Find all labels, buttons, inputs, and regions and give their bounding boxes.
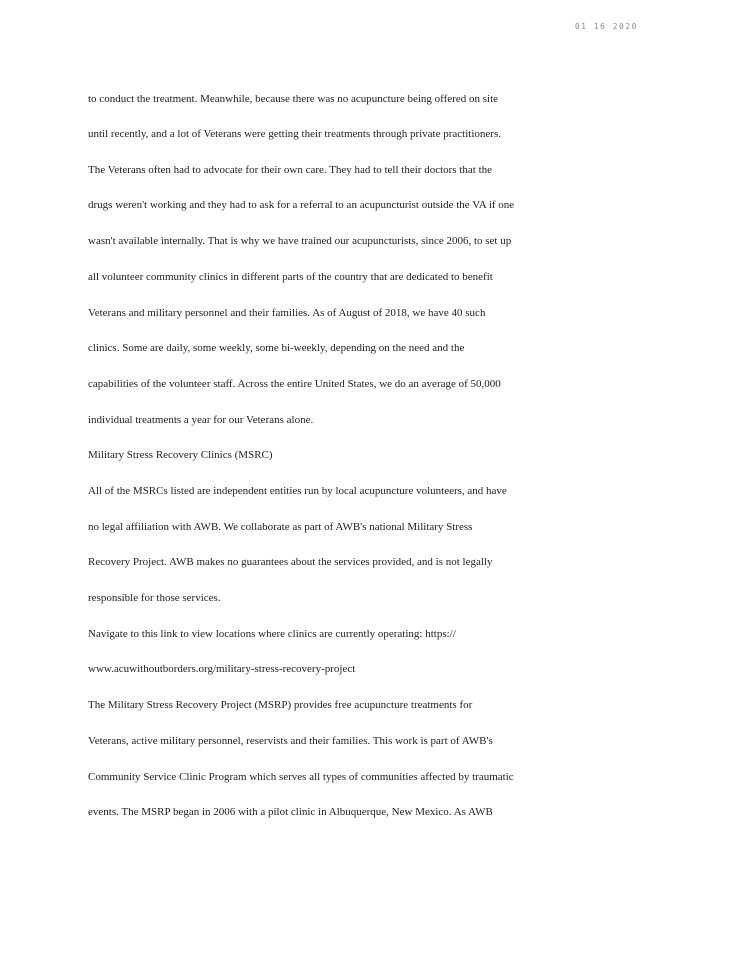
text-line: wasn't available internally. That is why we have trained our acupuncturists, since 2006, to set up: [88, 235, 512, 247]
text-line: until recently, and a lot of Veterans were getting their treatments through private practitioners.: [88, 128, 501, 140]
text-line: Community Service Clinic Program which serves all types of communities affected by traumatic: [88, 771, 514, 783]
text-line: no legal affiliation with AWB. We collaborate as part of AWB's national Military Stress: [88, 521, 473, 533]
text-line: Veterans and military personnel and their families. As of August of 2018, we have 40 such: [88, 307, 486, 319]
text-line: Veterans, active military personnel, reservists and their families. This work is part of AWB's: [88, 735, 493, 747]
text-line: drugs weren't working and they had to ask for a referral to an acupuncturist outside the VA if one: [88, 199, 515, 211]
text-line: Navigate to this link to view locations where clinics are currently operating: https://: [88, 628, 456, 640]
text-line: events. The MSRP began in 2006 with a pilot clinic in Albuquerque, New Mexico. As AWB: [88, 806, 493, 818]
section-heading: Military Stress Recovery Clinics (MSRC): [88, 449, 273, 461]
link-text[interactable]: www.acuwithoutborders.org/military-stress-recovery-project: [88, 663, 356, 675]
text-line: individual treatments a year for our Veterans alone.: [88, 414, 314, 426]
text-line: to conduct the treatment. Meanwhile, because there was no acupuncture being offered on site: [88, 93, 499, 105]
text-line: all volunteer community clinics in different parts of the country that are dedicated to benefit: [88, 271, 493, 283]
text-line: responsible for those services.: [88, 592, 221, 604]
page-header-mark: 01 16 2020: [574, 22, 638, 31]
text-line: Recovery Project. AWB makes no guarantees about the services provided, and is not legally: [88, 556, 493, 568]
text-line: All of the MSRCs listed are independent entities run by local acupuncture volunteers, and have: [88, 485, 507, 497]
text-line: The Military Stress Recovery Project (MSRP) provides free acupuncture treatments for: [88, 699, 473, 711]
text-line: The Veterans often had to advocate for their own care. They had to tell their doctors that the: [88, 164, 493, 176]
text-line: capabilities of the volunteer staff. Across the entire United States, we do an average of 50,000: [88, 378, 501, 390]
text-line: clinics. Some are daily, some weekly, some bi-weekly, depending on the need and the: [88, 342, 465, 354]
